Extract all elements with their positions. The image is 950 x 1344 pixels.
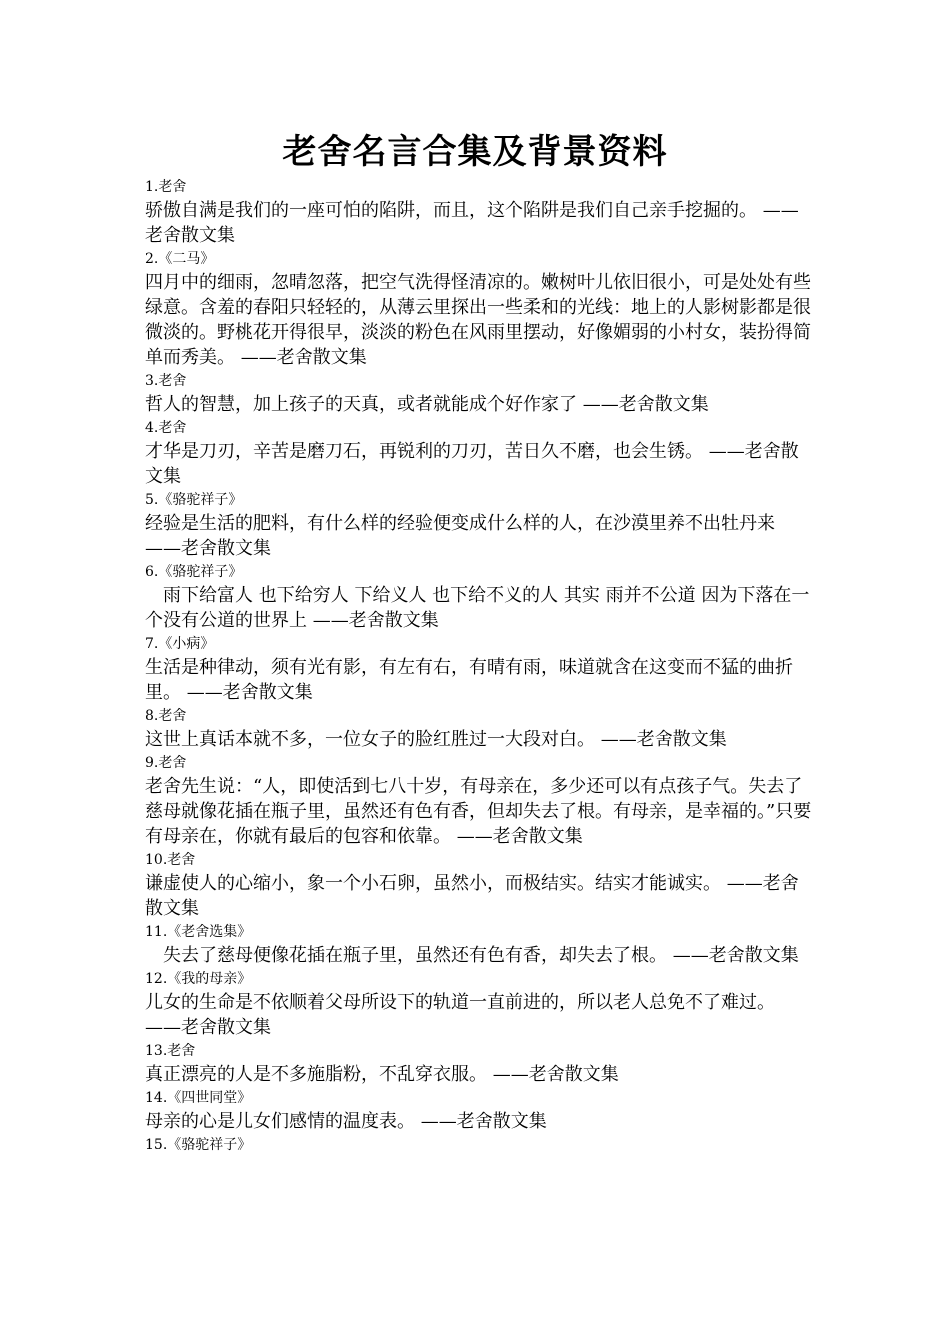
quote-entry <box>145 849 815 921</box>
entry-text: 这世上真话本就不多，一位女子的脸红胜过一大段对白。 ——老舍散文集 <box>145 729 727 750</box>
quote-entry <box>145 968 815 1040</box>
quote-entry <box>145 1134 815 1156</box>
entry-text: 谦虚使人的心缩小，象一个小石卵，虽然小，而极结实。结实才能诚实。 ——老舍散文集 <box>145 873 799 919</box>
entry-heading: 2.《二马》 <box>145 251 215 267</box>
quote-entry <box>145 370 815 417</box>
quote-entry <box>145 921 815 968</box>
entry-text: 失去了慈母便像花插在瓶子里，虽然还有色有香，却失去了根。 ——老舍散文集 <box>163 945 799 966</box>
entry-heading: 5.《骆驼祥子》 <box>145 492 243 508</box>
entry-heading: 7.《小病》 <box>145 636 215 652</box>
entry-heading: 10.老舍 <box>145 852 196 868</box>
quote-entry <box>145 633 815 705</box>
entry-heading: 15.《骆驼祥子》 <box>145 1137 252 1153</box>
quote-entry <box>145 705 815 752</box>
entry-heading: 12.《我的母亲》 <box>145 971 252 987</box>
entry-text: 真正漂亮的人是不多施脂粉，不乱穿衣服。 ——老舍散文集 <box>145 1064 619 1085</box>
quote-entry <box>145 417 815 489</box>
quote-entry <box>145 248 815 370</box>
entry-text: 四月中的细雨，忽晴忽落，把空气洗得怪清凉的。嫩树叶儿依旧很小，可是处处有些绿意。含羞的春阳只轻轻的，从薄云里探出一些柔和的光线：地上的人影树影都是很微淡的。野桃花开得很早，淡淡的粉色在风雨里摆动，好像媚弱的小村女，装扮得简单而秀美。 ——老舍散文集 <box>145 272 811 368</box>
entry-text: 母亲的心是儿女们感情的温度表。 ——老舍散文集 <box>145 1111 547 1132</box>
entry-text: 老舍先生说：“人，即使活到七八十岁，有母亲在，多少还可以有点孩子气。失去了慈母就像花插在瓶子里，虽然还有色有香，但却失去了根。有母亲，是幸福的。”只要有母亲在，你就有最后的包容和依靠。 ——老舍散文集 <box>145 776 812 847</box>
quote-entry <box>145 752 815 849</box>
entry-heading: 6.《骆驼祥子》 <box>145 564 243 580</box>
entry-heading: 9.老舍 <box>145 755 187 771</box>
entry-heading: 4.老舍 <box>145 420 187 436</box>
entry-text: 骄傲自满是我们的一座可怕的陷阱，而且，这个陷阱是我们自己亲手挖掘的。 ——老舍散文集 <box>145 200 799 246</box>
entry-heading: 13.老舍 <box>145 1043 196 1059</box>
entry-heading: 14.《四世同堂》 <box>145 1090 252 1106</box>
entry-text: 儿女的生命是不依顺着父母所设下的轨道一直前进的，所以老人总免不了难过。 ——老舍散文集 <box>145 992 775 1038</box>
entry-text: 才华是刀刃，辛苦是磨刀石，再锐利的刀刃，苦日久不磨，也会生锈。 ——老舍散文集 <box>145 441 799 487</box>
quote-entry <box>145 176 815 248</box>
quote-list <box>145 176 815 1156</box>
quote-entry <box>145 489 815 561</box>
entry-text: 雨下给富人 也下给穷人 下给义人 也下给不义的人 其实 雨并不公道 因为下落在一个没有公道的世界上 ——老舍散文集 <box>145 585 810 631</box>
quote-entry <box>145 1040 815 1087</box>
document-title: 老舍名言合集及背景资料 <box>282 132 668 172</box>
entry-heading: 11.《老舍选集》 <box>145 924 252 940</box>
entry-text: 生活是种律动，须有光有影，有左有右，有晴有雨，味道就含在这变而不猛的曲折里。 ——老舍散文集 <box>145 657 793 703</box>
entry-heading: 1.老舍 <box>145 179 187 195</box>
entry-heading: 3.老舍 <box>145 373 187 389</box>
quote-entry <box>145 1087 815 1134</box>
quote-entry <box>145 561 815 633</box>
entry-text: 经验是生活的肥料，有什么样的经验便变成什么样的人，在沙漠里养不出牡丹来 ——老舍散文集 <box>145 513 775 559</box>
entry-heading: 8.老舍 <box>145 708 187 724</box>
entry-text: 哲人的智慧，加上孩子的天真，或者就能成个好作家了 ——老舍散文集 <box>145 394 709 415</box>
